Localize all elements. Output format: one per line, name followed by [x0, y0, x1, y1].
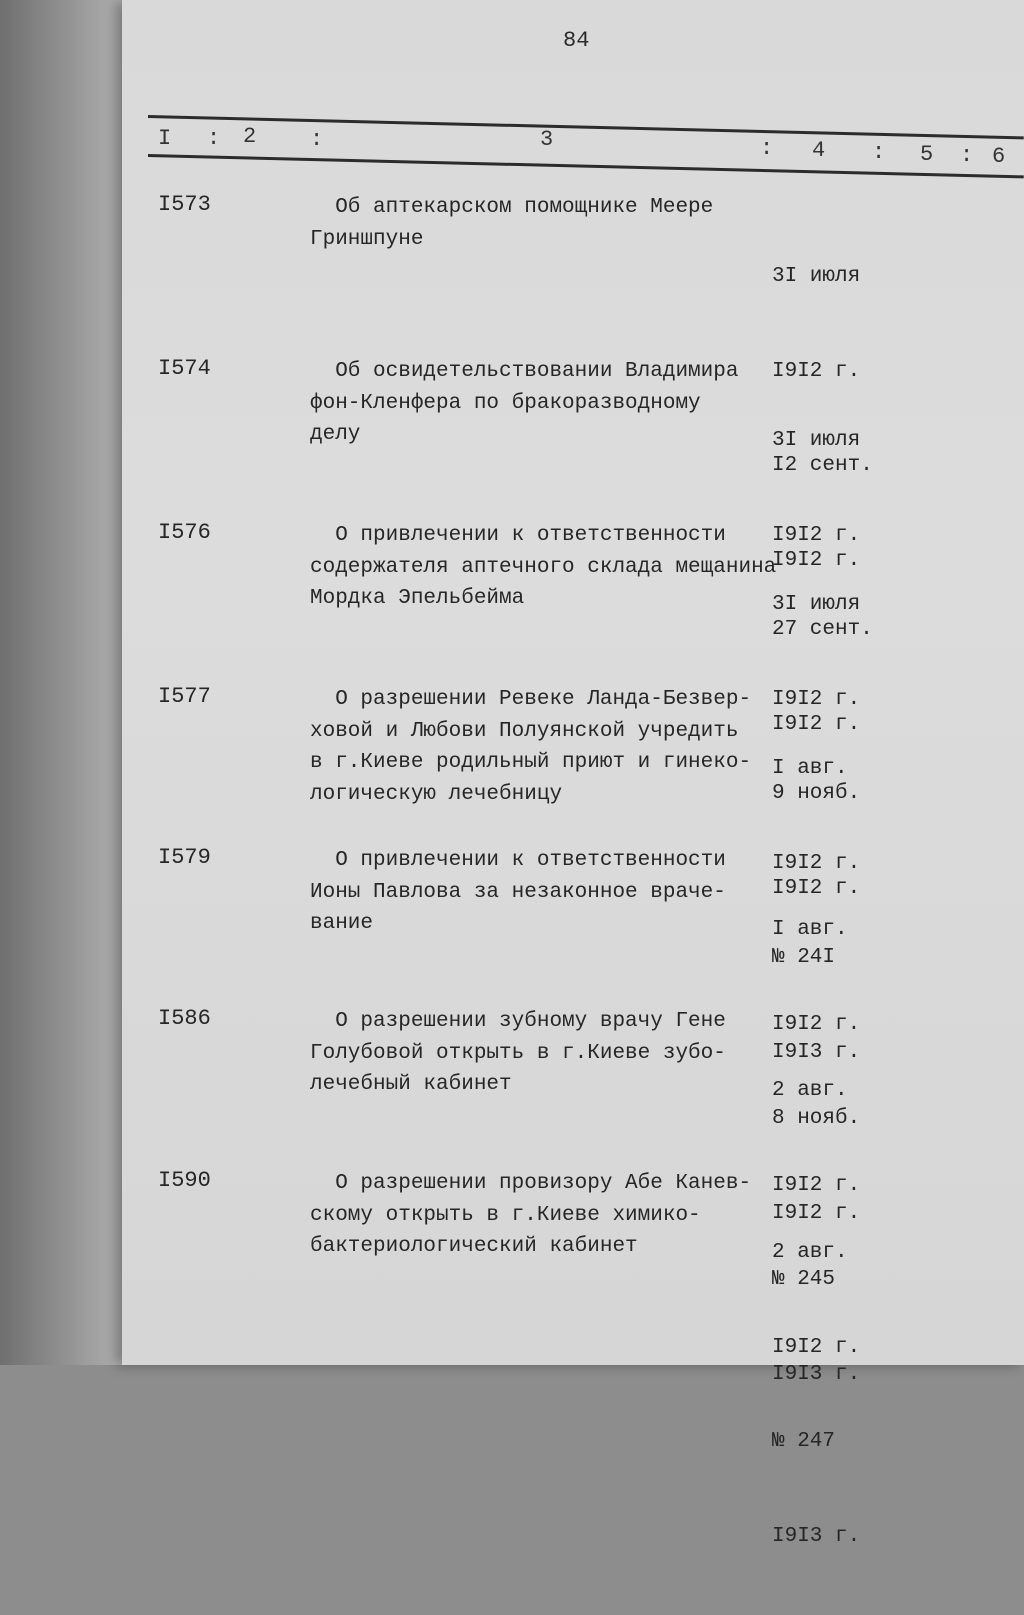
col-head-sep-5: :: [960, 143, 974, 168]
record-title: [310, 845, 780, 940]
record-title: [310, 356, 780, 451]
date-line: I авг.: [772, 918, 848, 941]
record-title: [310, 520, 780, 615]
col-head-2: 2: [243, 124, 257, 149]
facing-page-edge: [0, 0, 128, 1365]
date-line: 2 авг.: [772, 1079, 848, 1102]
date-line: I9I2 г.: [772, 1201, 861, 1225]
date-line: I9I3 г.: [772, 1524, 861, 1548]
title-line: О разрешении зубному врачу Гене: [310, 1010, 726, 1033]
col-head-sep-4: :: [872, 140, 886, 165]
col-head-5: 5: [920, 142, 934, 167]
record-title: [310, 1006, 780, 1101]
date-line: I9I3 г.: [772, 1362, 861, 1386]
date-line: № 245: [772, 1268, 836, 1291]
col-head-4: 4: [812, 138, 826, 163]
date-line: I9I2 г.: [772, 359, 861, 383]
record-number: I590: [158, 1168, 211, 1193]
record-number: I576: [158, 520, 211, 545]
title-line: вание: [310, 912, 374, 935]
title-line: Об аптекарском помощнике Меере: [310, 196, 714, 219]
date-line: 3I июля: [772, 429, 861, 452]
title-line: О привлечении к ответственности: [310, 524, 726, 547]
title-line: О привлечении к ответственности: [310, 849, 726, 872]
date-line: I9I2 г.: [772, 1335, 861, 1359]
record-number: I577: [158, 684, 211, 709]
date-line: I9I2 г.: [772, 712, 861, 736]
col-head-sep-1: :: [207, 126, 221, 151]
date-line: I9I2 г.: [772, 1012, 861, 1036]
date-line: I9I2 г.: [772, 687, 861, 711]
title-line: бактериологический кабинет: [310, 1235, 638, 1258]
date-line: 27 сент.: [772, 618, 873, 641]
title-line: скому открыть в г.Киеве химико-: [310, 1203, 701, 1227]
date-line: I2 сент.: [772, 454, 873, 477]
page-number: 84: [563, 28, 590, 53]
date-line: 3I июля: [772, 593, 861, 616]
title-line: делу: [310, 423, 361, 446]
title-line: Ионы Павлова за незаконное враче-: [310, 880, 726, 904]
date-line: I9I3 г.: [772, 1040, 861, 1064]
date-line: 8 нояб.: [772, 1107, 861, 1130]
date-line: I9I2 г.: [772, 1173, 861, 1197]
title-line: логическую лечебницу: [310, 782, 563, 806]
title-line: ховой и Любови Полуянской учредить: [310, 719, 739, 743]
record-number: I586: [158, 1006, 211, 1031]
date-line: 3I июля: [772, 265, 861, 288]
title-line: О разрешении провизору Абе Канев-: [310, 1172, 752, 1195]
title-line: Гриншпуне: [310, 227, 424, 251]
record-title: [310, 1168, 780, 1263]
title-line: О разрешении Ревеке Ланда-Безвер-: [310, 688, 752, 711]
title-line: Мордка Эпельбейма: [310, 587, 525, 610]
title-line: Об освидетельствовании Владимира: [310, 360, 739, 383]
date-line: I9I2 г.: [772, 548, 861, 572]
record-title: [310, 684, 780, 810]
date-line: I9I2 г.: [772, 851, 861, 875]
col-head-sep-3: :: [760, 136, 774, 161]
date-line: № 247: [772, 1430, 836, 1453]
title-line: Голубовой открыть в г.Киеве зубо-: [310, 1041, 726, 1065]
date-line: I авг.: [772, 757, 848, 780]
col-head-sep-2: :: [310, 127, 324, 152]
title-line: фон-Кленфера по бракоразводному: [310, 391, 701, 415]
date-line: № 24I: [772, 946, 836, 969]
date-line: 2 авг.: [772, 1241, 848, 1264]
title-line: в г.Киеве родильный приют и гинеко-: [310, 751, 752, 774]
title-line: лечебный кабинет: [310, 1073, 512, 1096]
record-number: I573: [158, 192, 211, 217]
record-dates: [772, 1174, 860, 1615]
col-head-1: I: [158, 126, 172, 151]
date-line: 9 нояб.: [772, 782, 861, 805]
col-head-3: 3: [540, 127, 554, 152]
date-line: I9I2 г.: [772, 523, 861, 547]
record-number: I579: [158, 845, 211, 870]
record-title: [310, 192, 780, 255]
date-line: I9I2 г.: [772, 876, 861, 900]
record-number: I574: [158, 356, 211, 381]
col-head-6: 6: [992, 144, 1006, 169]
title-line: содержателя аптечного склада мещанина: [310, 555, 777, 579]
